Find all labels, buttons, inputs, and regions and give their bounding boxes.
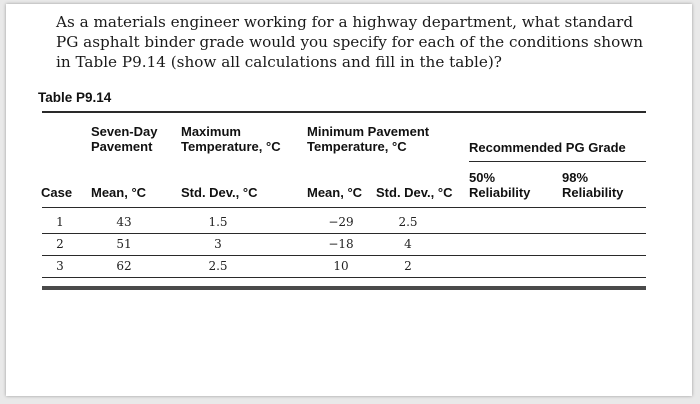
header-recommended: Recommended PG Grade <box>469 140 626 155</box>
header-reliability-50-line2: Reliability <box>469 185 531 200</box>
cell-min-mean: −29 <box>328 215 354 229</box>
cell-case: 3 <box>56 259 64 273</box>
cell-max-mean: 43 <box>116 215 132 229</box>
header-minimum-line2: Temperature, °C <box>307 139 407 154</box>
table-top-rule <box>42 111 646 113</box>
cell-min-mean: −18 <box>328 237 354 251</box>
header-maximum-line2: Temperature, °C <box>181 139 281 154</box>
cell-max-std: 2.5 <box>208 259 228 273</box>
question-text: As a materials engineer working for a highway department, what standard PG asphalt binder grade would you specify for each of the conditions shown in Table P9.14 (show all calculations and fill in the table)? <box>56 13 643 71</box>
header-reliability-50 <box>469 170 530 200</box>
table-bottom-rule <box>42 286 646 290</box>
header-reliability-50-line1: 50% <box>469 170 496 185</box>
cell-max-mean: 51 <box>116 237 132 251</box>
cell-max-std: 1.5 <box>208 215 228 229</box>
header-seven-day-line1: Seven-Day <box>91 124 158 139</box>
header-minimum-line1: Minimum Pavement <box>307 124 430 139</box>
cell-min-std: 4 <box>404 237 412 251</box>
header-reliability-98-line2: Reliability <box>562 185 624 200</box>
cell-max-std: 3 <box>214 237 222 251</box>
document-page <box>6 4 692 396</box>
recommended-underline <box>469 161 646 162</box>
header-maximum-line1: Maximum <box>181 124 241 139</box>
cell-max-mean: 62 <box>116 259 132 273</box>
cell-min-std: 2.5 <box>398 215 418 229</box>
cell-case: 1 <box>56 215 64 229</box>
header-reliability-98-line1: 98% <box>562 170 589 185</box>
cell-min-std: 2 <box>404 259 412 273</box>
column-min-mean: Mean, °C <box>307 185 363 200</box>
column-case: Case <box>41 185 73 200</box>
cell-min-mean: 10 <box>333 259 349 273</box>
column-min-std: Std. Dev., °C <box>376 185 453 200</box>
column-max-std: Std. Dev., °C <box>181 185 258 200</box>
header-seven-day <box>91 124 157 154</box>
row-divider <box>42 277 646 278</box>
header-bottom-rule <box>42 207 646 208</box>
header-seven-day-line2: Pavement <box>91 139 153 154</box>
row-divider <box>42 255 646 256</box>
row-divider <box>42 233 646 234</box>
header-reliability-98 <box>562 170 623 200</box>
header-minimum <box>307 124 429 154</box>
header-maximum <box>181 124 281 154</box>
column-max-mean: Mean, °C <box>91 185 147 200</box>
table-caption: Table P9.14 <box>38 90 112 105</box>
cell-case: 2 <box>56 237 64 251</box>
